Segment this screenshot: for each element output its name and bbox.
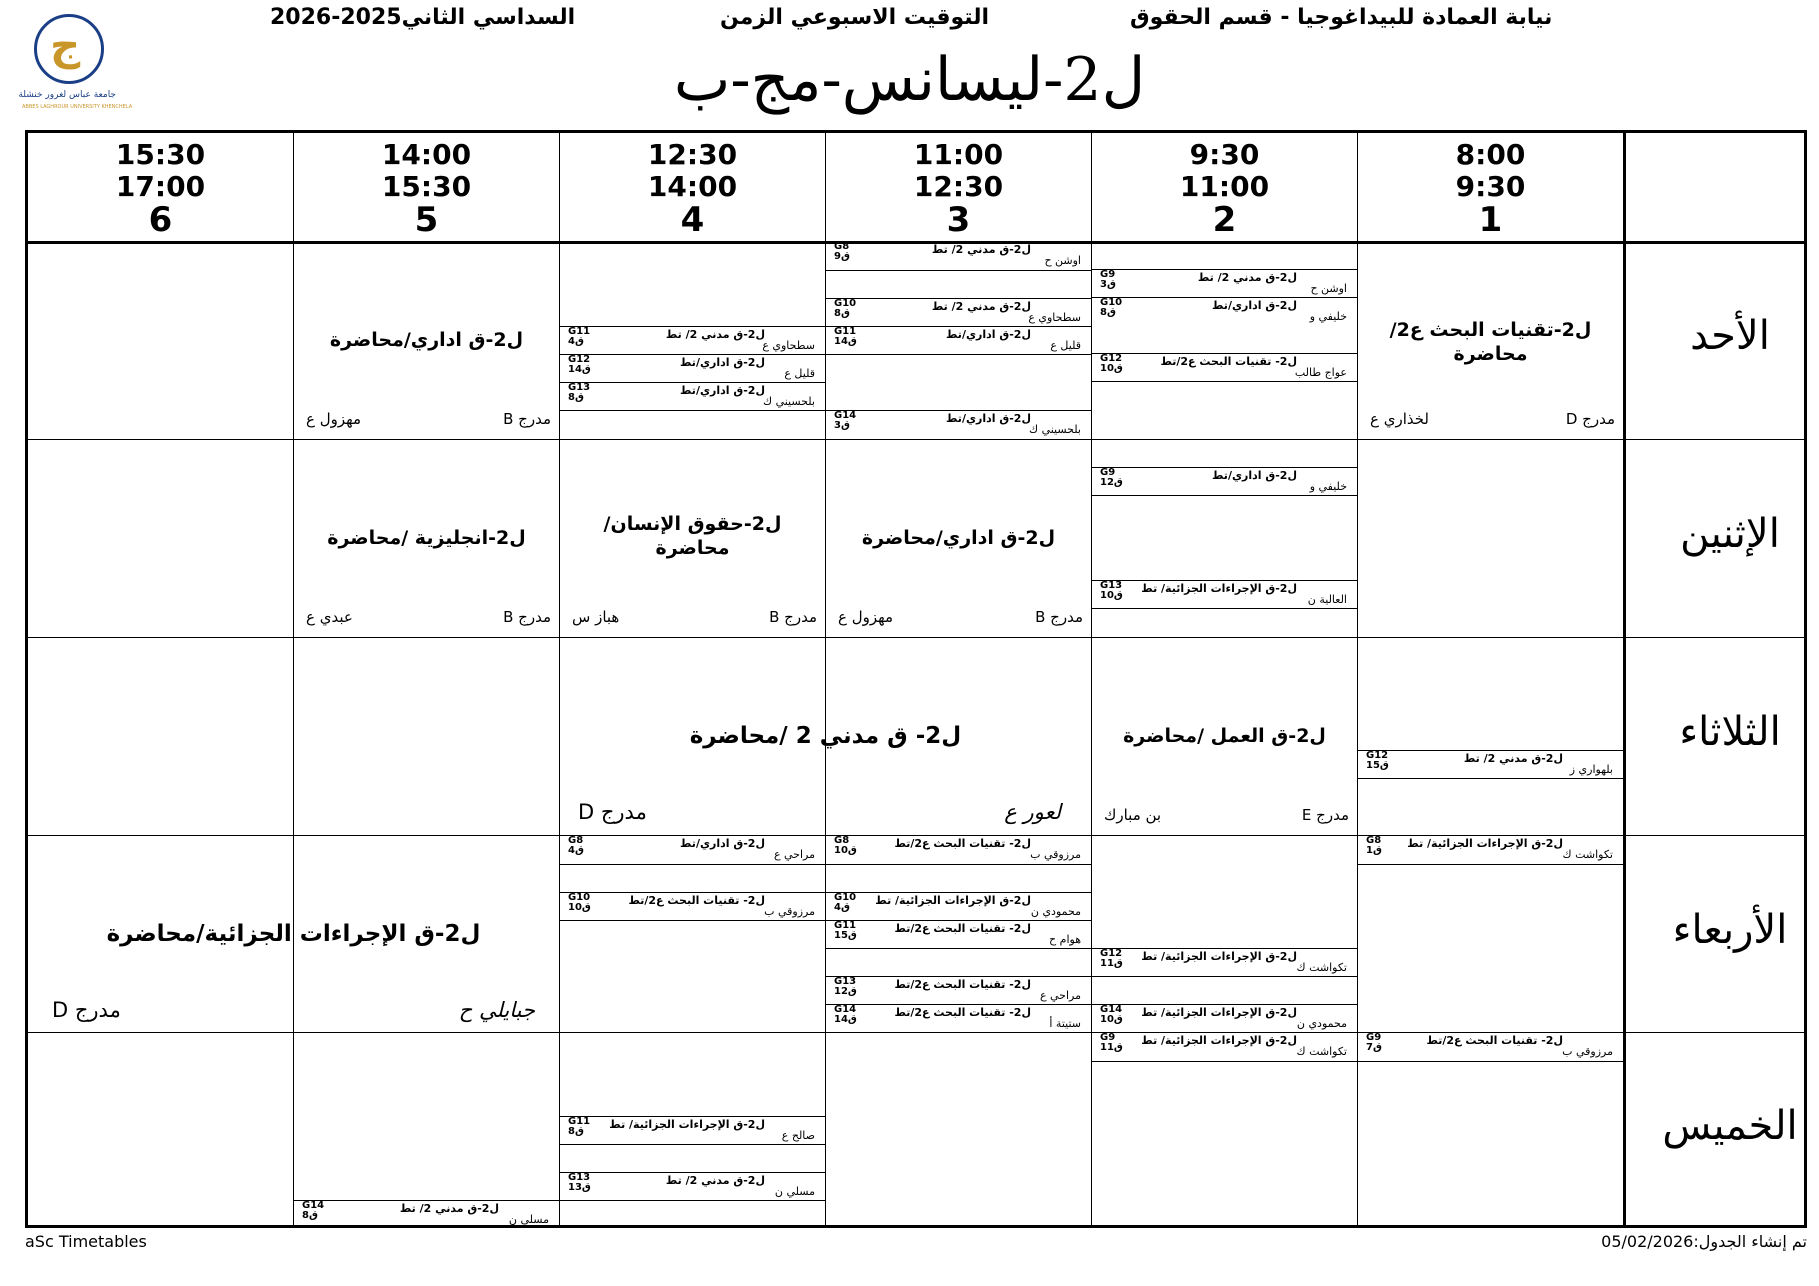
lecture-room: مدرج B: [503, 608, 551, 626]
group-subject: ل2-ق اداري/تط: [1212, 469, 1297, 482]
cell-divider: [1092, 381, 1357, 409]
period-header-2: 9:30 11:00 2: [1179, 138, 1270, 240]
lecture-card[interactable]: [560, 440, 825, 637]
group-subject: ل2- تقنيات البحث ع2/تط: [1160, 355, 1297, 368]
cell-divider: [560, 410, 825, 438]
lecture-card[interactable]: [294, 440, 559, 637]
lecture-subject: ل2-انجليزية /محاضرة: [327, 527, 526, 549]
lecture-room: مدرج B: [1035, 608, 1083, 626]
group-teacher: تكواشت ك: [1296, 961, 1347, 974]
lecture-teacher: جبايلي ح: [458, 998, 535, 1022]
logo-glyph-icon: ج: [50, 20, 81, 69]
cell-divider: [1358, 864, 1623, 892]
period-header-6: 15:30 17:00 6: [115, 138, 206, 240]
group-teacher: خليفي و: [1309, 310, 1347, 323]
period-header-5: 14:00 15:30 5: [381, 138, 472, 240]
group-session[interactable]: [826, 1004, 1091, 1032]
group-teacher: اوشن ح: [1044, 254, 1081, 267]
period-header-3: 11:00 12:30 3: [913, 138, 1004, 240]
group-session[interactable]: [1358, 1033, 1623, 1061]
group-code: G10 ق8: [834, 298, 857, 319]
cell-divider: [560, 920, 825, 948]
day-label-monday: الإثنين: [1680, 511, 1780, 557]
group-teacher: مسلي ن: [508, 1213, 549, 1226]
group-subject: ل2-ق الإجراءات الجزائية/ تط: [1141, 582, 1297, 595]
group-session[interactable]: [826, 298, 1091, 326]
group-teacher: مرزوقي ب: [764, 905, 815, 918]
page-title: ل2-ليسانس-مج-ب: [673, 45, 1146, 115]
group-subject: ل2- تقنيات البحث ع2/تط: [1426, 1034, 1563, 1047]
group-subject: ل2-ق مدني 2/ تط: [931, 300, 1031, 313]
group-code: G14 ق8: [302, 1200, 325, 1221]
timetable-grid: [25, 130, 1807, 1228]
group-code: G10 ق8: [1100, 297, 1123, 318]
group-session[interactable]: [560, 1172, 825, 1200]
lecture-teacher: عبدي ع: [306, 608, 353, 626]
department-header: نيابة العمادة للبيداغوجيا - قسم الحقوق: [1130, 5, 1553, 30]
group-teacher: محمودي ن: [1296, 1017, 1347, 1030]
lecture-card[interactable]: [1358, 242, 1623, 439]
period-header-1: 8:00 9:30 1: [1455, 138, 1526, 240]
group-subject: ل2- تقنيات البحث ع2/تط: [894, 837, 1031, 850]
group-session[interactable]: [1092, 297, 1357, 325]
semester-header: السداسي الثاني2025-2026: [270, 5, 576, 30]
group-session[interactable]: [1092, 353, 1357, 381]
group-session[interactable]: [1092, 948, 1357, 976]
group-code: G8 ق4: [568, 835, 584, 856]
group-session[interactable]: [826, 242, 1091, 270]
cell-divider: [560, 1144, 825, 1172]
group-code: G14 ق14: [834, 1004, 857, 1025]
lecture-room: مدرج B: [769, 608, 817, 626]
cell-divider: [1092, 495, 1357, 523]
group-subject: ل2- تقنيات البحث ع2/تط: [894, 922, 1031, 935]
group-subject: ل2-ق مدني 2/ تط: [665, 328, 765, 341]
group-subject: ل2- تقنيات البحث ع2/تط: [894, 1006, 1031, 1019]
cell-divider: [560, 1200, 825, 1228]
group-session[interactable]: [1092, 1004, 1357, 1032]
group-subject: ل2-ق الإجراءات الجزائية/ تط: [875, 894, 1031, 907]
group-subject: ل2-ق الإجراءات الجزائية/ تط: [1141, 1034, 1297, 1047]
group-subject: ل2-ق اداري/تط: [680, 384, 765, 397]
lecture-teacher: هباز س: [572, 608, 620, 626]
group-code: G10 ق10: [568, 892, 591, 913]
group-subject: ل2-ق مدني 2/ تط: [1463, 752, 1563, 765]
lecture-room: مدرج B: [503, 410, 551, 428]
group-code: G11 ق15: [834, 920, 857, 941]
group-code: G13 ق13: [568, 1172, 591, 1193]
lecture-card[interactable]: [826, 440, 1091, 637]
group-session[interactable]: [826, 326, 1091, 354]
cell-divider: [560, 864, 825, 892]
group-code: G9 ق11: [1100, 1032, 1123, 1053]
group-session[interactable]: [560, 326, 825, 354]
lecture-teacher: بن مبارك: [1104, 806, 1162, 824]
group-subject: ل2-ق اداري/تط: [1212, 299, 1297, 312]
university-logo: [18, 14, 133, 114]
group-subject: ل2-ق اداري/تط: [946, 412, 1031, 425]
lecture-teacher: لعور ع: [1004, 800, 1061, 824]
group-session[interactable]: [826, 892, 1091, 920]
group-code: G14 ق3: [834, 410, 857, 431]
lecture-subject: ل2- ق مدني 2 /محاضرة: [689, 723, 962, 749]
group-subject: ل2-ق الإجراءات الجزائية/ تط: [1141, 950, 1297, 963]
group-session[interactable]: [560, 354, 825, 382]
logo-text-en: ABBES LAGHROUR UNIVERSITY KHENCHELA: [22, 104, 133, 110]
day-label-sunday: الأحد: [1690, 313, 1770, 359]
lecture-subject: ل2-ق الإجراءات الجزائية/محاضرة: [106, 921, 481, 947]
group-code: G9 ق3: [1100, 269, 1116, 290]
lecture-room: مدرج E: [1301, 806, 1349, 824]
period-header-4: 12:30 14:00 4: [647, 138, 738, 240]
group-teacher: مرزوقي ب: [1030, 848, 1081, 861]
group-teacher: مسلي ن: [774, 1185, 815, 1198]
group-teacher: ستيتة أ: [1049, 1017, 1081, 1030]
group-teacher: بلهواري ز: [1569, 763, 1613, 776]
group-teacher: خليفي و: [1309, 480, 1347, 493]
lecture-room: مدرج D: [52, 998, 121, 1022]
lecture-subject: ل2-ق اداري/محاضرة: [861, 527, 1056, 549]
group-teacher: سطحاوي ع: [762, 339, 815, 352]
grid-line: [1623, 133, 1626, 1225]
group-code: G13 ق8: [568, 382, 591, 403]
group-subject: ل2-ق اداري/تط: [680, 356, 765, 369]
group-teacher: بلحسيني ك: [763, 395, 815, 408]
group-teacher: محمودي ن: [1030, 905, 1081, 918]
group-subject: ل2-ق اداري/تط: [680, 837, 765, 850]
group-teacher: تكواشت ك: [1562, 848, 1613, 861]
group-subject: ل2-ق مدني 2/ تط: [665, 1174, 765, 1187]
group-code: G8 ق9: [834, 241, 850, 262]
footer-created-date: تم إنشاء الجدول:05/02/2026: [1601, 1232, 1807, 1251]
cell-divider: [826, 354, 1091, 410]
cell-divider: [826, 270, 1091, 298]
group-teacher: بلحسيني ك: [1029, 423, 1081, 436]
group-teacher: مرزوقي ب: [1562, 1045, 1613, 1058]
group-subject: ل2-ق الإجراءات الجزائية/ تط: [609, 1118, 765, 1131]
group-session[interactable]: [560, 1116, 825, 1144]
group-code: G13 ق10: [1100, 580, 1123, 601]
group-session[interactable]: [560, 382, 825, 410]
group-session[interactable]: [1092, 269, 1357, 297]
group-code: G9 ق7: [1366, 1032, 1382, 1053]
group-teacher: هوام ح: [1049, 933, 1081, 946]
group-code: G11 ق8: [568, 1116, 591, 1137]
group-session[interactable]: [560, 892, 825, 920]
group-subject: ل2-ق الإجراءات الجزائية/ تط: [1141, 1006, 1297, 1019]
cell-divider: [1358, 778, 1623, 806]
day-label-tuesday: الثلاثاء: [1679, 709, 1781, 755]
group-session[interactable]: [560, 836, 825, 864]
lecture-subject: ل2-ق اداري/محاضرة: [329, 329, 524, 351]
lecture-teacher: لخذاري ع: [1370, 410, 1429, 428]
group-code: G8 ق1: [1366, 835, 1382, 856]
group-teacher: صالح ع: [781, 1129, 815, 1142]
group-subject: ل2- تقنيات البحث ع2/تط: [628, 894, 765, 907]
group-session[interactable]: [1358, 836, 1623, 864]
lecture-subject: ل2-ق العمل /محاضرة: [1123, 725, 1326, 747]
cell-divider: [1092, 608, 1357, 636]
group-session[interactable]: [1092, 1033, 1357, 1061]
lecture-card[interactable]: [28, 836, 559, 1032]
group-teacher: سطحاوي ع: [1028, 311, 1081, 324]
logo-text: جامعة عباس لغرور خنشلة: [18, 90, 116, 100]
group-teacher: تكواشت ك: [1296, 1045, 1347, 1058]
group-session[interactable]: [826, 920, 1091, 948]
group-code: G9 ق12: [1100, 467, 1123, 488]
group-teacher: عواج طالب: [1294, 366, 1347, 379]
group-teacher: قليل ع: [784, 367, 815, 380]
group-subject: ل2-ق الإجراءات الجزائية/ تط: [1407, 837, 1563, 850]
group-subject: ل2-ق مدني 2/ تط: [399, 1202, 499, 1215]
group-session[interactable]: [1358, 750, 1623, 778]
footer-brand: aSc Timetables: [25, 1232, 147, 1251]
group-code: G11 ق14: [834, 326, 857, 347]
group-code: G12 ق15: [1366, 750, 1389, 771]
group-code: G12 ق14: [568, 354, 591, 375]
group-session[interactable]: [1092, 580, 1357, 608]
lecture-room: مدرج D: [1565, 410, 1615, 428]
group-session[interactable]: [294, 1200, 559, 1228]
group-subject: ل2- تقنيات البحث ع2/تط: [894, 978, 1031, 991]
lecture-card[interactable]: [294, 242, 559, 439]
cell-divider: [1358, 1061, 1623, 1089]
group-session[interactable]: [826, 976, 1091, 1004]
cell-divider: [826, 864, 1091, 892]
day-label-wednesday: الأربعاء: [1672, 907, 1788, 953]
group-code: G13 ق12: [834, 976, 857, 997]
group-subject: ل2-ق اداري/تط: [946, 328, 1031, 341]
lecture-card[interactable]: [560, 638, 1091, 835]
cell-divider: [1092, 976, 1357, 1004]
group-subject: ل2-ق مدني 2/ تط: [931, 243, 1031, 256]
lecture-teacher: مهزول ع: [838, 608, 894, 626]
lecture-subject: ل2-تقنيات البحث ع2/ محاضرة: [1389, 319, 1592, 365]
group-subject: ل2-ق مدني 2/ تط: [1197, 271, 1297, 284]
group-code: G14 ق10: [1100, 1004, 1123, 1025]
group-teacher: مراحي ع: [773, 848, 815, 861]
group-teacher: قليل ع: [1050, 339, 1081, 352]
cell-divider: [1092, 1061, 1357, 1089]
group-session[interactable]: [1092, 467, 1357, 495]
group-code: G12 ق10: [1100, 353, 1123, 374]
group-code: G10 ق4: [834, 892, 857, 913]
group-code: G11 ق4: [568, 326, 591, 347]
day-label-thursday: الخميس: [1662, 1103, 1798, 1149]
group-code: G8 ق10: [834, 835, 857, 856]
group-code: G12 ق11: [1100, 948, 1123, 969]
group-teacher: مراحي ع: [1039, 989, 1081, 1002]
group-teacher: اوشن ح: [1310, 282, 1347, 295]
lecture-subject: ل2-حقوق الإنسان/ محاضرة: [603, 513, 782, 559]
group-teacher: العالية ن: [1307, 593, 1347, 606]
lecture-teacher: مهزول ع: [306, 410, 362, 428]
lecture-room: مدرج D: [578, 800, 647, 824]
group-session[interactable]: [826, 836, 1091, 864]
lecture-card[interactable]: [1092, 638, 1357, 835]
timetable-header: التوقيت الاسبوعي الزمن: [720, 5, 990, 30]
cell-divider: [826, 948, 1091, 976]
group-session[interactable]: [826, 410, 1091, 438]
